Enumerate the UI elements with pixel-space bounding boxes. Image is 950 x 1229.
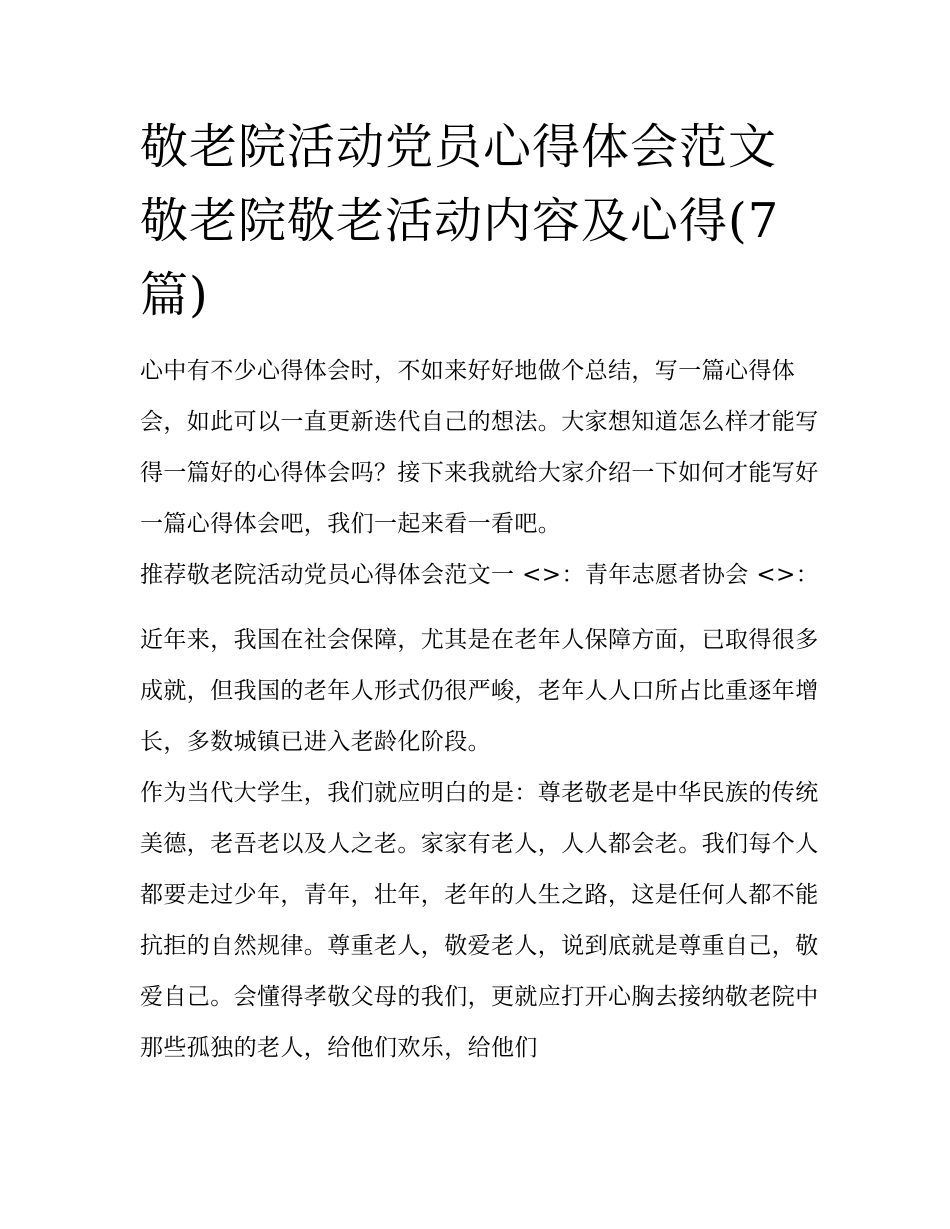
intro-paragraph: 心中有不少心得体会时，不如来好好地做个总结，写一篇心得体会，如此可以一直更新迭代自己的想法。大家想知道怎么样才能写得一篇好的心得体会吗？接下来我就给大家介绍一下如何才能写好一篇心得体会吧，我们一起来看一看吧。 [140,358,819,537]
document-title: 敬老院活动党员心得体会范文敬老院敬老活动内容及心得(7篇) [140,119,780,323]
recommendation-line: 推荐敬老院活动党员心得体会范文一 <>：青年志愿者协会 <>： [140,562,820,588]
body-paragraph-1: 近年来，我国在社会保障，尤其是在老年人保障方面，已取得很多成就，但我国的老年人形式仍很严峻，老年人人口所占比重逐年增长，多数城镇已进入老龄化阶段。 [140,627,819,755]
document-page [140,110,820,1074]
body-paragraph-2: 作为当代大学生，我们就应明白的是：尊老敬老是中华民族的传统美德，老吾老以及人之老。家家有老人，人人都会老。我们每个人都要走过少年，青年，壮年，老年的人生之路，这是任何人都不能抗拒的自然规律。尊重老人，敬爱老人，说到底就是尊重自己，敬爱自己。会懂得孝敬父母的我们，更就应打开心胸去接纳敬老院中那些孤独的老人，给他们欢乐，给他们 [140,780,819,1061]
